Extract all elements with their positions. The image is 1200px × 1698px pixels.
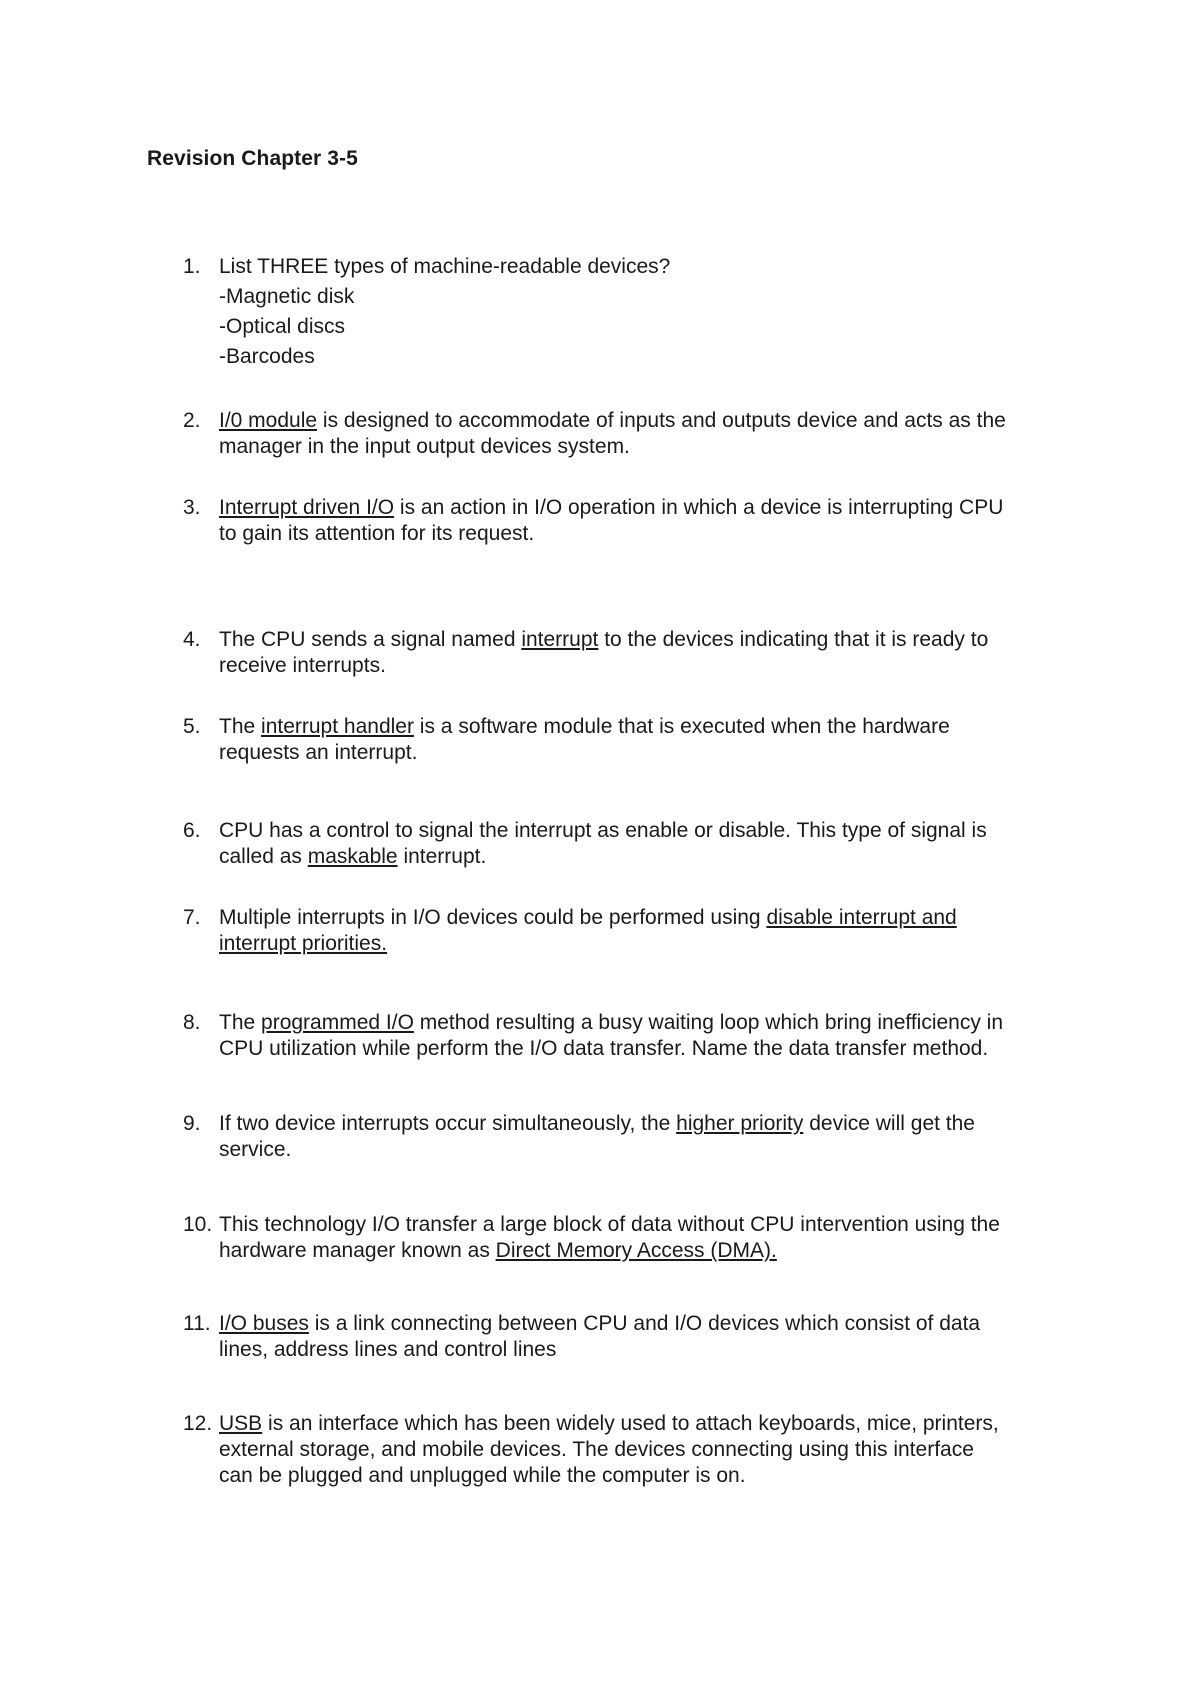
question-text: hardware manager known as [219,1239,496,1262]
question-5 [183,714,1083,766]
question-6 [183,818,1083,870]
answer-blank: interrupt [521,628,599,651]
question-text: List THREE types of machine-readable devices? [219,255,671,278]
question-text: requests an interrupt. [219,741,418,764]
question-11 [183,1311,1083,1363]
question-text: If two device interrupts occur simultaneously, the [219,1112,677,1135]
question-text: can be plugged and unplugged while the computer is on. [219,1464,746,1487]
question-text: The [219,1011,262,1034]
question-text: is an interface which has been widely used to attach keyboards, mice, printers, [262,1412,999,1435]
question-number: 12. [183,1412,213,1435]
question-10 [183,1212,1083,1264]
question-3 [183,495,1083,547]
question-text: This technology I/O transfer a large block of data without CPU intervention using the [219,1213,1000,1236]
answer-item: -Magnetic disk [219,285,355,308]
answer-blank: interrupt priorities. [219,932,388,955]
question-text: service. [219,1138,292,1161]
question-text: manager in the input output devices system. [219,435,630,458]
question-number: 1. [183,255,201,278]
document-title: Revision Chapter 3-5 [147,147,358,170]
question-text: is designed to accommodate of inputs and outputs device and acts as the [317,409,1006,432]
answer-blank: interrupt handler [261,715,414,738]
answer-blank: I/O buses [219,1312,309,1335]
question-text: Multiple interrupts in I/O devices could be performed using [219,906,767,929]
question-text: method resulting a busy waiting loop which bring inefficiency in [413,1011,1004,1034]
question-12 [183,1411,1083,1489]
question-number: 9. [183,1112,201,1135]
question-number: 5. [183,715,201,738]
question-text: The [219,715,262,738]
question-2 [183,408,1083,460]
question-text: device will get the [803,1112,975,1135]
question-number: 2. [183,409,201,432]
question-number: 3. [183,496,201,519]
answer-blank: programmed I/O [261,1011,414,1034]
answer-blank: Interrupt driven I/O [219,496,395,519]
question-text: called as [219,845,308,868]
answer-item: -Optical discs [219,315,346,338]
question-9 [183,1111,1083,1163]
question-1 [183,254,1083,370]
question-text: to the devices indicating that it is ready to [598,628,989,651]
question-text: is a link connecting between CPU and I/O devices which consist of data [308,1312,981,1335]
question-8 [183,1010,1083,1062]
question-number: 11. [183,1312,211,1335]
question-text: external storage, and mobile devices. The devices connecting using this interface [219,1438,974,1461]
question-text: interrupt. [397,845,487,868]
question-number: 10. [183,1213,213,1236]
answer-blank: disable interrupt and [766,906,957,929]
question-number: 6. [183,819,201,842]
question-text: to gain its attention for its request. [219,522,535,545]
question-text: is an action in I/O operation in which a device is interrupting CPU [394,496,1004,519]
answer-blank: Direct Memory Access (DMA). [495,1239,777,1262]
question-text: The CPU sends a signal named [219,628,522,651]
answer-blank: USB [219,1412,263,1435]
question-text: receive interrupts. [219,654,386,677]
question-number: 4. [183,628,201,651]
question-number: 8. [183,1011,201,1034]
question-text: lines, address lines and control lines [219,1338,557,1361]
answer-item: -Barcodes [219,345,315,368]
answer-blank: maskable [307,845,398,868]
answer-blank: higher priority [676,1112,804,1135]
question-number: 7. [183,906,201,929]
question-7 [183,905,1083,957]
question-text: CPU has a control to signal the interrupt as enable or disable. This type of signal is [219,819,987,842]
question-4 [183,627,1083,679]
question-text: is a software module that is executed when the hardware [413,715,950,738]
answer-blank: I/0 module [219,409,318,432]
question-text: CPU utilization while perform the I/O data transfer. Name the data transfer method. [219,1037,989,1060]
